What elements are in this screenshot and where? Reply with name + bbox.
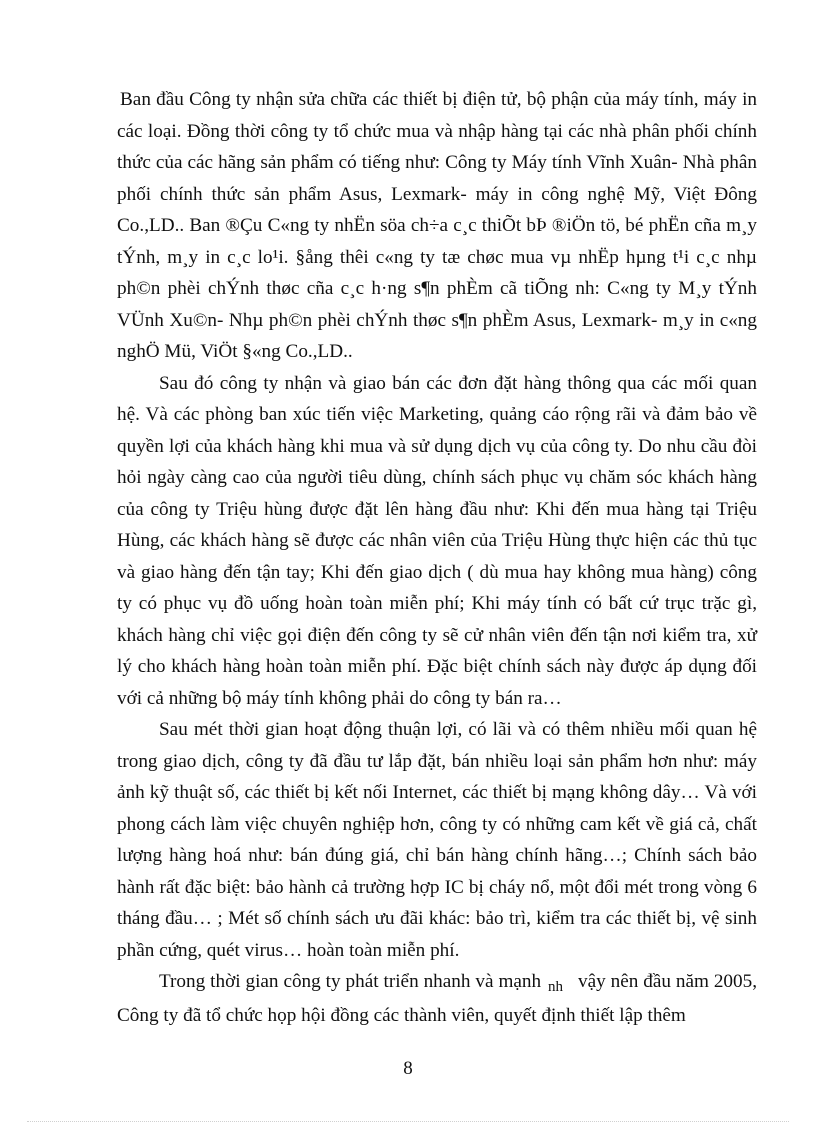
paragraph-development-end: vậy nên đầu năm 2005, Công ty đã tổ chức họp hội đồng các thành viên, quyết định thiết lập thêm: [117, 971, 758, 1026]
page-bottom-border: [27, 1121, 789, 1122]
paragraph-development: [117, 966, 757, 1031]
paragraph-intro: Ban đầu Công ty nhận sửa chữa các thiết bị điện tử, bộ phận của máy tính, máy in các loại. Đồng thời công ty tổ chức mua và nhập hàng tại các nhà phân phối chính thức của các hãng sản phẩm có tiếng như: Công ty Máy tính Vĩnh Xuân- Nhà phân phối chính thức sản phẩm Asus, Lexmark- máy in công nghệ Mỹ, Việt Đông Co.,LD.. Ban ®Çu C«ng ty nhËn söa ch÷a c¸c thiÕt bÞ ®iÖn tö, bé phËn cña m¸y tÝnh, m¸y in c¸c lo¹i. §ång thêi c«ng ty tæ chøc mua vµ nhËp hµng t¹i c¸c nhµ ph©n phèi chÝnh thøc cña c¸c h·ng s¶n phÈm cã tiÕng nh: C«ng ty M¸y tÝnh VÜnh Xu©n- Nhµ ph©n phèi chÝnh thøc s¶n phÈm Asus, Lexmark- m¸y in c«ng nghÖ Mü, ViÖt §«ng Co.,LD..: [117, 89, 757, 362]
body-text: [117, 84, 757, 1031]
page-number: 8: [403, 1058, 413, 1079]
paragraph-customer-service: Sau đó công ty nhận và giao bán các đơn đặt hàng thông qua các mối quan hệ. Và các phòng ban xúc tiến việc Marketing, quảng cáo rộng rãi và đảm bảo về quyền lợi của khách hàng khi mua và sử dụng dịch vụ của công ty. Do nhu cầu đòi hỏi ngày càng cao của người tiêu dùng, chính sách phục vụ chăm sóc khách hàng của công ty Triệu hùng được đặt lên hàng đầu như: Khi đến mua hàng tại Triệu Hùng, các khách hàng sẽ được các nhân viên của Triệu Hùng thực hiện các thủ tục và giao hàng đến tận tay; Khi đến giao dịch ( dù mua hay không mua hàng) công ty có phục vụ đồ uống hoàn toàn miễn phí; Khi máy tính có bất cứ trục trặc gì, khách hàng chỉ việc gọi điện đến công ty sẽ cử nhân viên đến tận nơi kiểm tra, xử lý cho khách hàng hoàn toàn miễn phí. Đặc biệt chính sách này được áp dụng đối với cả những bộ máy tính không phải do công ty bán ra…: [117, 372, 757, 709]
inline-note: nh: [548, 979, 564, 995]
paragraph-development-start: Trong thời gian công ty phát triển nhanh và mạnh: [159, 971, 542, 992]
paragraph-expansion: Sau mét thời gian hoạt động thuận lợi, có lãi và có thêm nhiều mối quan hệ trong giao dịch, công ty đã đầu tư lắp đặt, bán nhiều loại sản phẩm hơn như: máy ảnh kỹ thuật số, các thiết bị kết nối Internet, các thiết bị mạng không dây… Và với phong cách làm việc chuyên nghiệp hơn, công ty có những cam kết về giá cả, chất lượng hàng hoá như: bán đúng giá, chỉ bán hàng chính hãng…; Chính sách bảo hành rất đặc biệt: bảo hành cả trường hợp IC bị cháy nổ, một đổi mét trong vòng 6 tháng đầu… ; Mét số chính sách ưu đãi khác: bảo trì, kiểm tra các thiết bị, vệ sinh phần cứng, quét virus… hoàn toàn miễn phí.: [117, 719, 757, 961]
